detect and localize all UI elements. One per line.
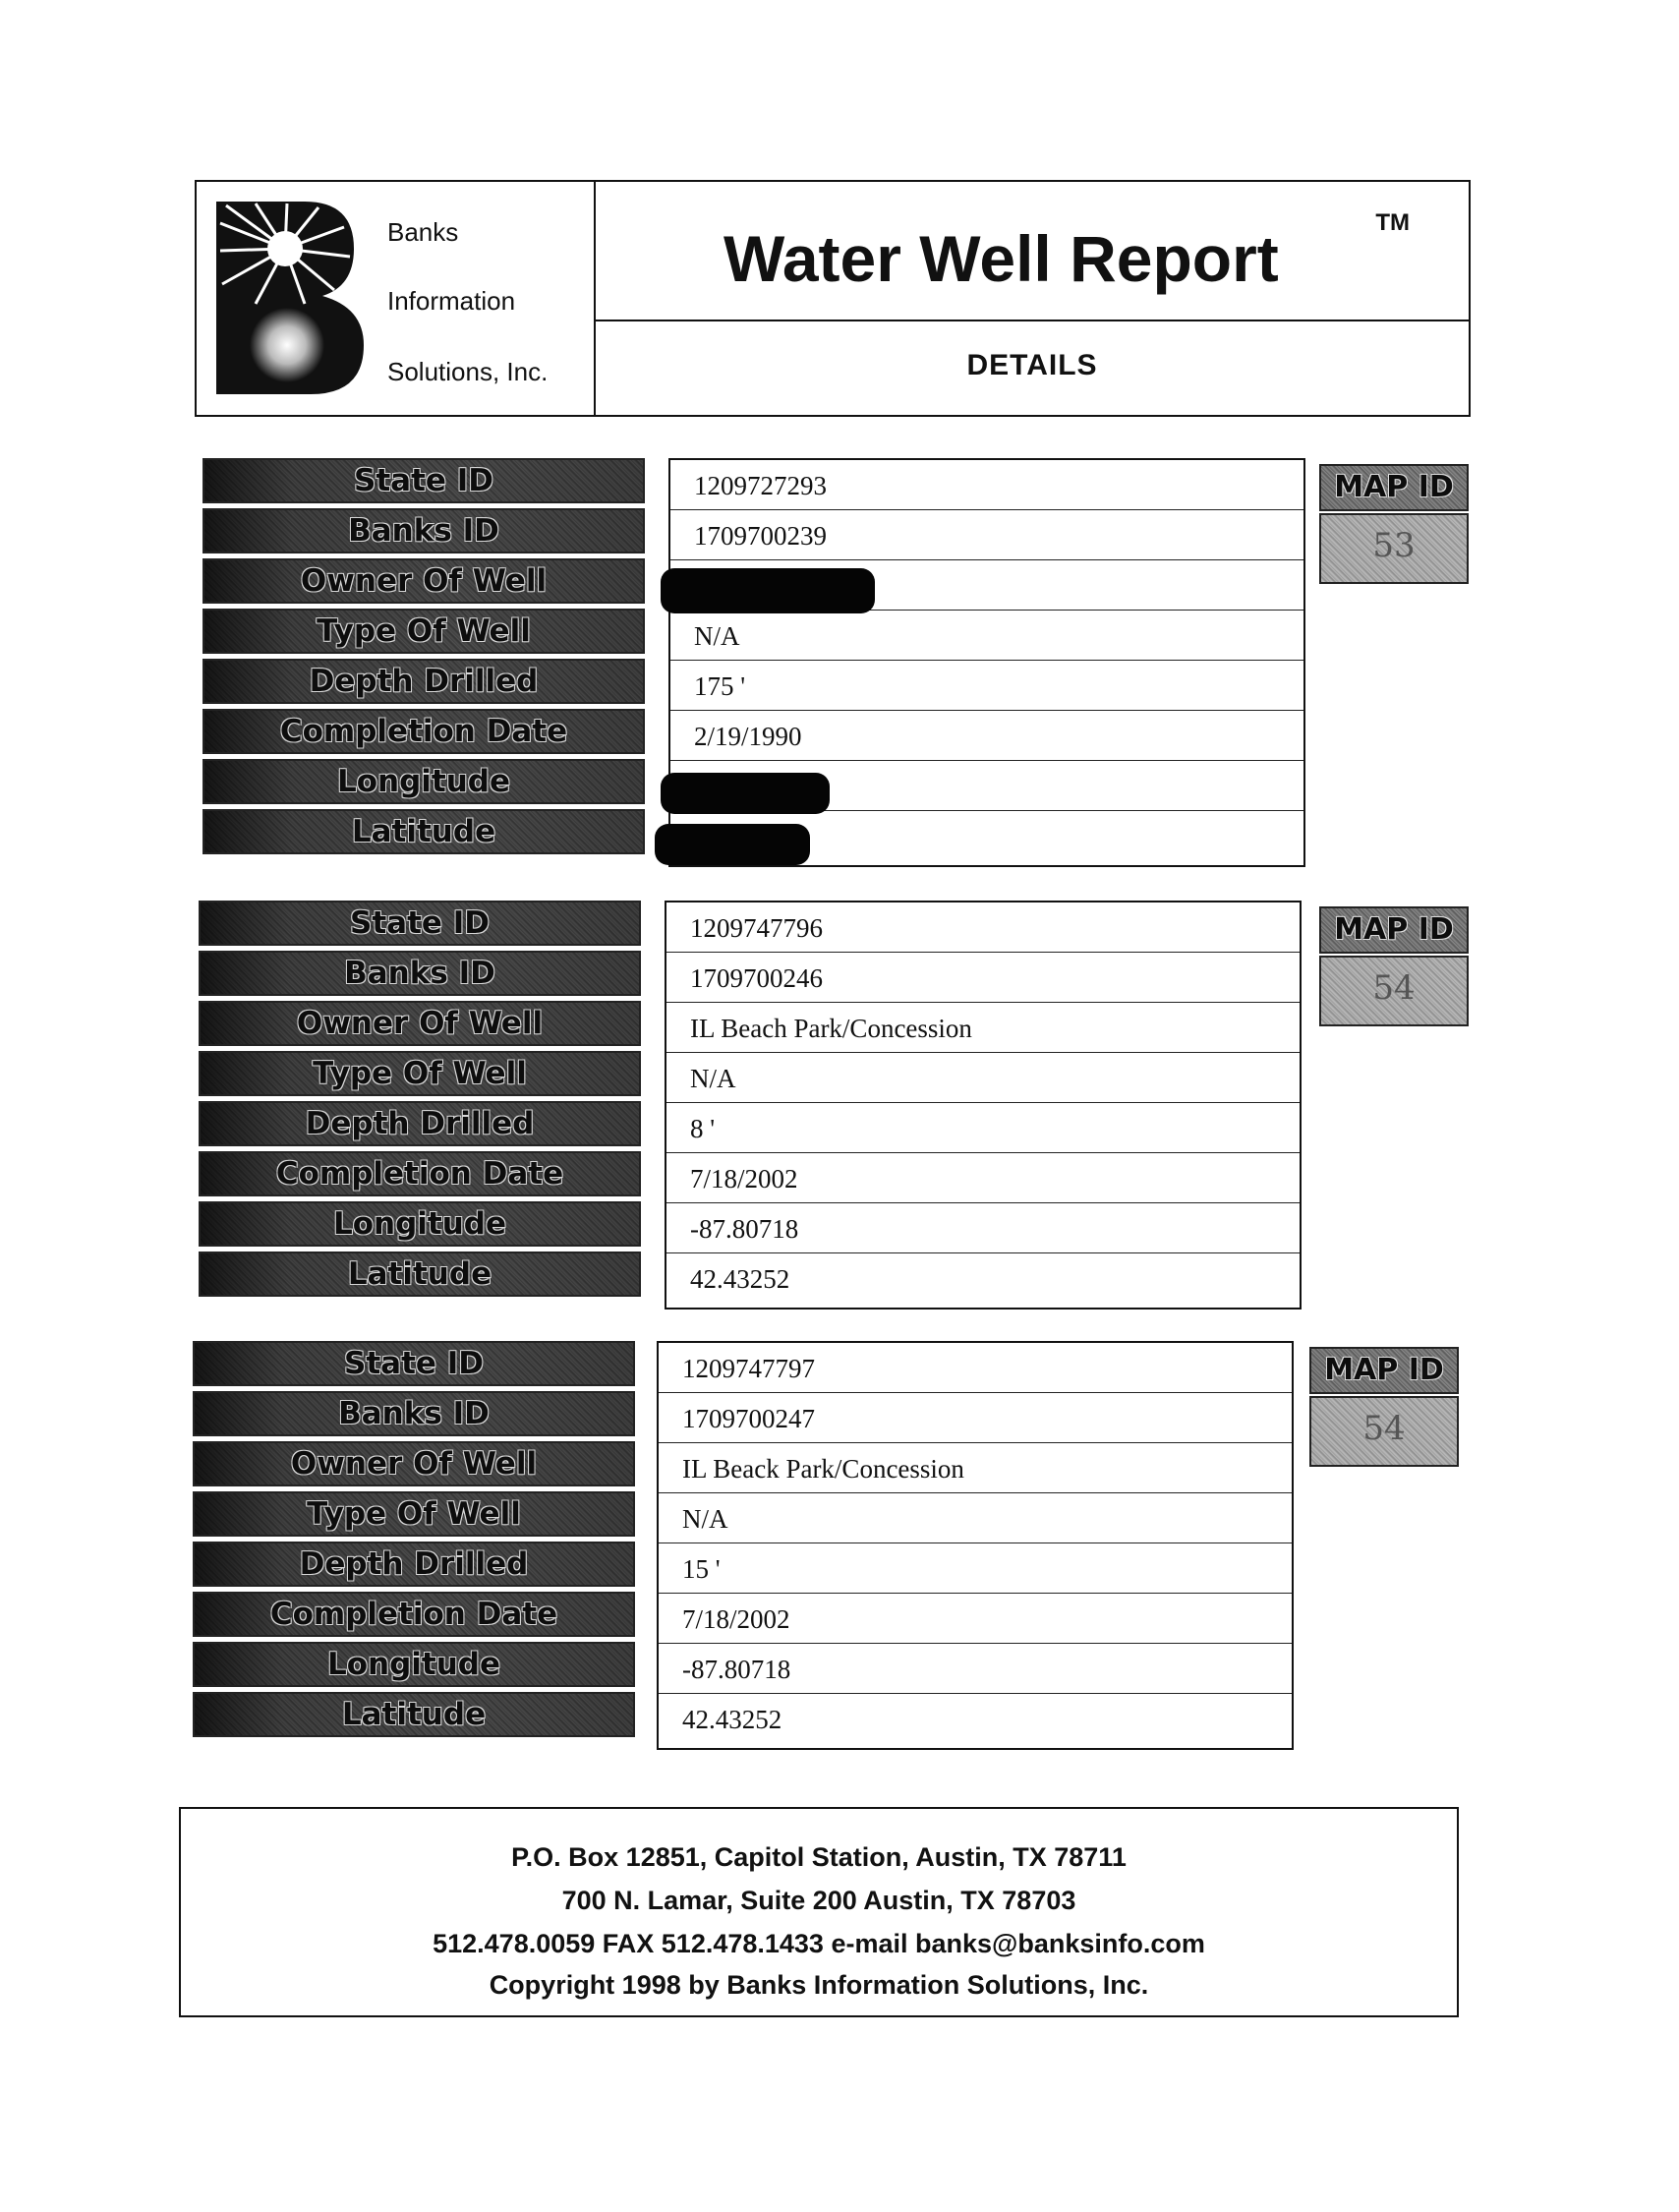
label-depth: Depth Drilled bbox=[199, 1101, 641, 1146]
trademark-mark: TM bbox=[1375, 209, 1410, 236]
value-completion-date: 7/18/2002 bbox=[666, 1153, 1300, 1203]
label-state-id: State ID bbox=[193, 1341, 635, 1386]
label-latitude: Latitude bbox=[193, 1692, 635, 1737]
title-top bbox=[596, 182, 1469, 321]
label-depth: Depth Drilled bbox=[193, 1542, 635, 1587]
value-banks-id: 1709700246 bbox=[666, 953, 1300, 1003]
label-state-id: State ID bbox=[203, 458, 645, 503]
report-subtitle: DETAILS bbox=[966, 349, 1098, 381]
label-depth: Depth Drilled bbox=[203, 659, 645, 704]
map-id-box bbox=[1319, 906, 1469, 1032]
value-state-id: 1209747797 bbox=[659, 1343, 1292, 1393]
company-name-line-3: Solutions, Inc. bbox=[387, 357, 549, 386]
label-owner: Owner Of Well bbox=[193, 1441, 635, 1486]
label-owner: Owner Of Well bbox=[203, 558, 645, 604]
value-type: N/A bbox=[670, 611, 1303, 661]
value-longitude: -87.80718 bbox=[666, 1203, 1300, 1253]
value-completion-date: 7/18/2002 bbox=[659, 1594, 1292, 1644]
footer-street-address: 700 N. Lamar, Suite 200 Austin, TX 78703 bbox=[561, 1886, 1076, 1915]
map-id-value: 54 bbox=[1309, 1396, 1459, 1467]
label-banks-id: Banks ID bbox=[199, 951, 641, 996]
footer-contact-numbers: 512.478.0059 FAX 512.478.1433 e-mail banks@banksinfo.com bbox=[433, 1929, 1205, 1958]
map-id-value: 53 bbox=[1319, 513, 1469, 584]
map-id-value: 54 bbox=[1319, 956, 1469, 1026]
value-state-id: 1209727293 bbox=[670, 460, 1303, 510]
label-latitude: Latitude bbox=[203, 809, 645, 854]
value-latitude: 42.43252 bbox=[690, 1264, 790, 1294]
value-banks-id: 1709700247 bbox=[659, 1393, 1292, 1443]
map-id-label: MAP ID bbox=[1309, 1347, 1459, 1394]
label-longitude: Longitude bbox=[193, 1642, 635, 1687]
report-title: Water Well Report bbox=[724, 222, 1279, 295]
value-owner: IL Beack Park/Concession bbox=[659, 1443, 1292, 1493]
value-banks-id: 1709700239 bbox=[670, 510, 1303, 560]
contact-footer bbox=[179, 1807, 1459, 2017]
field-values bbox=[657, 1341, 1294, 1750]
value-type: N/A bbox=[666, 1053, 1300, 1103]
value-state-id: 1209747796 bbox=[666, 902, 1300, 953]
label-banks-id: Banks ID bbox=[193, 1391, 635, 1436]
label-type: Type Of Well bbox=[203, 609, 645, 654]
value-completion-date: 2/19/1990 bbox=[670, 711, 1303, 761]
value-depth: 8 ' bbox=[666, 1103, 1300, 1153]
map-id-label: MAP ID bbox=[1319, 906, 1469, 954]
company-name-line-2: Information bbox=[387, 286, 516, 316]
value-owner: IL Beach Park/Concession bbox=[666, 1003, 1300, 1053]
footer-copyright: Copyright 1998 by Banks Information Solutions, Inc. bbox=[489, 1970, 1149, 2000]
map-id-box bbox=[1319, 464, 1469, 590]
value-depth: 15 ' bbox=[659, 1543, 1292, 1594]
value-longitude: -87.80718 bbox=[659, 1644, 1292, 1694]
label-type: Type Of Well bbox=[199, 1051, 641, 1096]
company-name-line-1: Banks bbox=[387, 217, 459, 247]
title-area bbox=[596, 182, 1469, 415]
field-values bbox=[665, 901, 1302, 1310]
label-type: Type Of Well bbox=[193, 1491, 635, 1537]
banks-logo-icon bbox=[216, 202, 364, 394]
company-logo-area bbox=[197, 182, 596, 415]
label-completion-date: Completion Date bbox=[203, 709, 645, 754]
value-latitude: 42.43252 bbox=[682, 1705, 782, 1734]
map-id-box bbox=[1309, 1347, 1459, 1473]
map-id-label: MAP ID bbox=[1319, 464, 1469, 511]
label-longitude: Longitude bbox=[199, 1201, 641, 1247]
report-header bbox=[195, 180, 1471, 417]
label-latitude: Latitude bbox=[199, 1252, 641, 1297]
label-owner: Owner Of Well bbox=[199, 1001, 641, 1046]
value-type: N/A bbox=[659, 1493, 1292, 1543]
label-completion-date: Completion Date bbox=[199, 1151, 641, 1196]
redaction-longitude bbox=[661, 773, 830, 814]
value-depth: 175 ' bbox=[670, 661, 1303, 711]
label-state-id: State ID bbox=[199, 901, 641, 946]
redaction-latitude bbox=[655, 824, 810, 865]
label-completion-date: Completion Date bbox=[193, 1592, 635, 1637]
label-longitude: Longitude bbox=[203, 759, 645, 804]
footer-po-box: P.O. Box 12851, Capitol Station, Austin, TX 78711 bbox=[511, 1842, 1127, 1872]
redaction-owner bbox=[661, 568, 875, 613]
label-banks-id: Banks ID bbox=[203, 508, 645, 553]
